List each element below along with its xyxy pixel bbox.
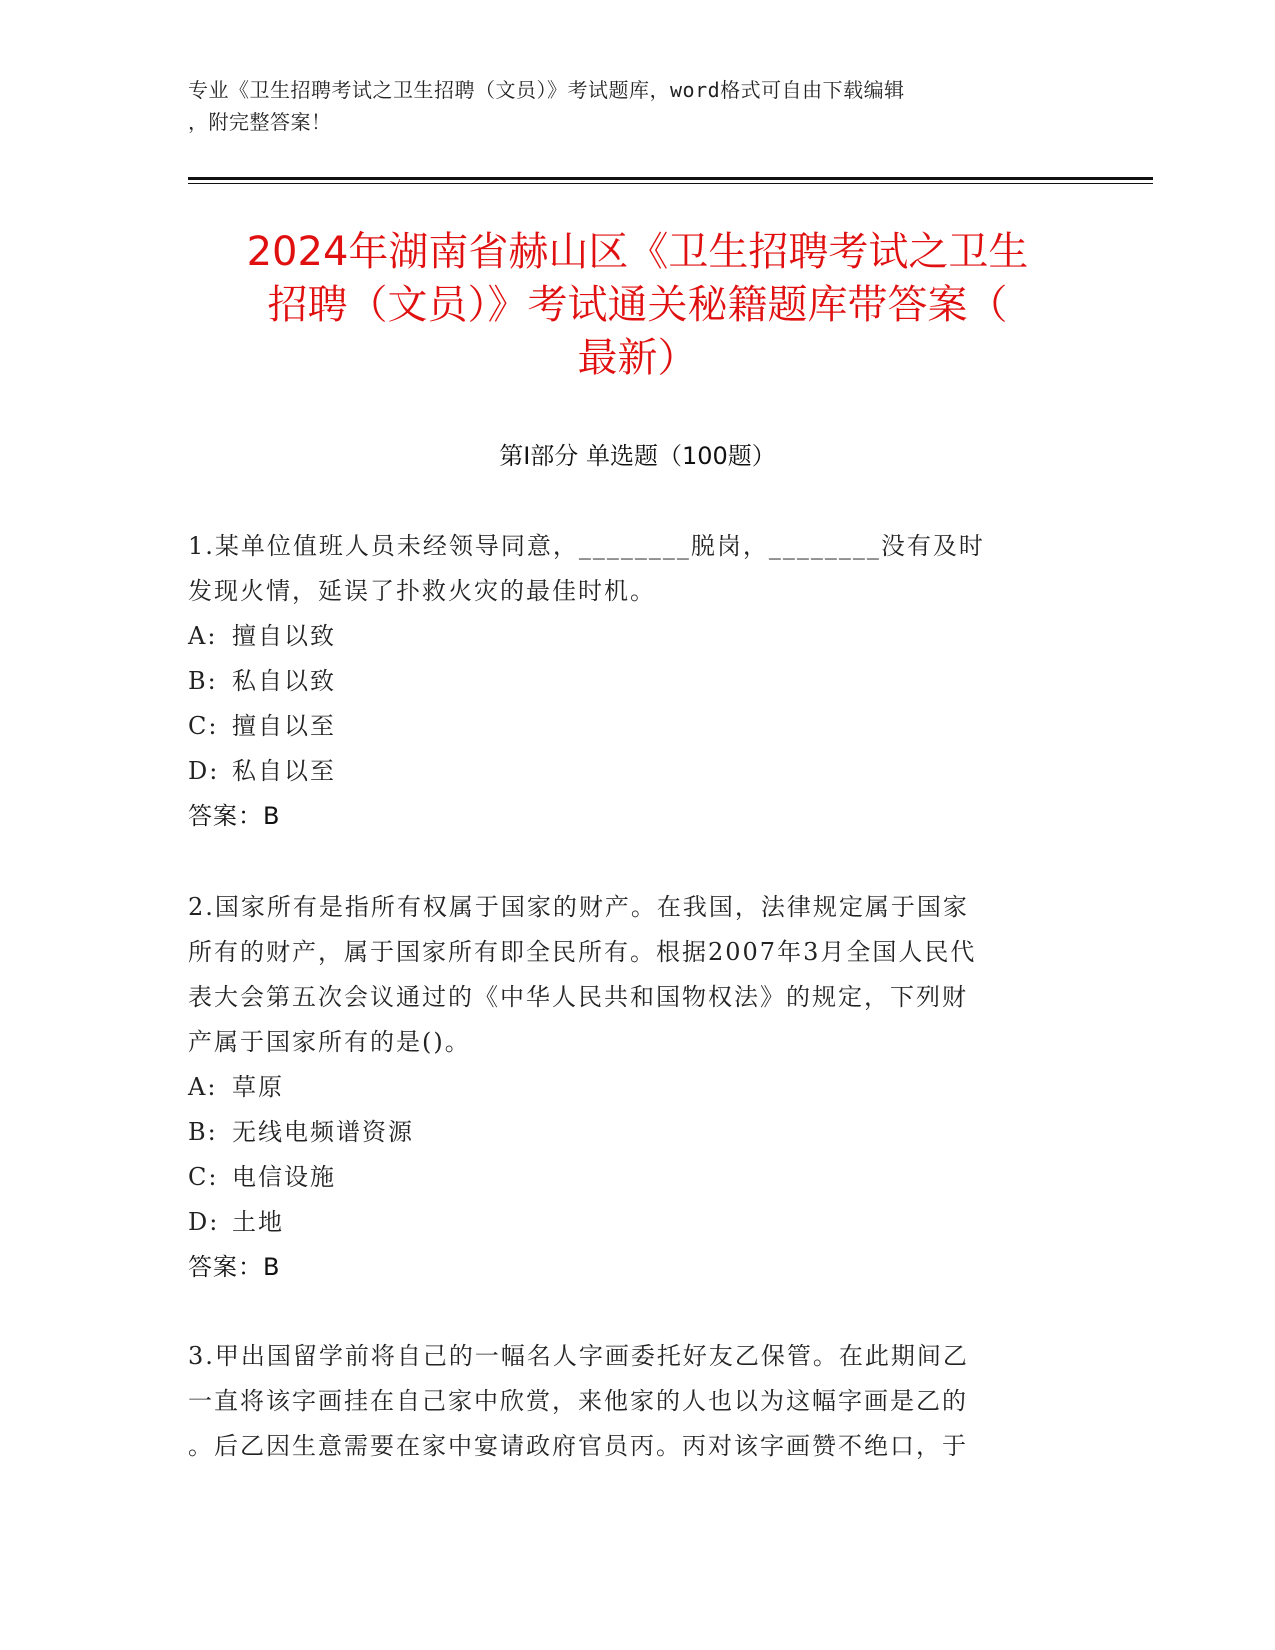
- option-text: 擅自以至: [232, 712, 336, 740]
- header-note-line: ，附完整答案！: [188, 110, 332, 134]
- option-key: C:: [188, 712, 219, 740]
- option-text: 土地: [232, 1208, 284, 1236]
- header-divider-thin: [188, 183, 1153, 184]
- option-key: A:: [188, 1073, 218, 1101]
- question-option: [188, 749, 1068, 794]
- question-block: [188, 524, 1068, 839]
- document-title: [170, 226, 1105, 385]
- question-answer: 答案：B: [188, 1253, 281, 1281]
- question-stem-line: 表大会第五次会议通过的《中华人民共和国物权法》的规定，下列财: [188, 983, 968, 1011]
- option-key: B:: [188, 1118, 218, 1146]
- question-stem-line: 一直将该字画挂在自己家中欣赏，来他家的人也以为这幅字画是乙的: [188, 1387, 968, 1415]
- question-answer: 答案：B: [188, 802, 281, 830]
- title-line: 最新）: [577, 335, 698, 381]
- question-stem-line: 3.甲出国留学前将自己的一幅名人字画委托好友乙保管。在此期间乙: [188, 1342, 969, 1370]
- option-key: D:: [188, 757, 220, 785]
- question-option: [188, 614, 1068, 659]
- question-stem-line: 产属于国家所有的是()。: [188, 1028, 471, 1056]
- question-stem-line: 发现火情，延误了扑救火灾的最佳时机。: [188, 577, 656, 605]
- question-option: [188, 1200, 1068, 1245]
- question-option: [188, 704, 1068, 749]
- question-option: [188, 1065, 1068, 1110]
- header-note: [188, 74, 1088, 138]
- option-key: A:: [188, 622, 218, 650]
- option-key: B:: [188, 667, 218, 695]
- question-option: [188, 1110, 1068, 1155]
- header-divider-thick: [188, 177, 1153, 180]
- question-block: [188, 1334, 1068, 1469]
- question-stem-line: 。后乙因生意需要在家中宴请政府官员丙。丙对该字画赞不绝口，于: [188, 1432, 968, 1460]
- question-stem-line: 1.某单位值班人员未经领导同意，________脱岗，________没有及时: [188, 532, 985, 560]
- question-block: [188, 885, 1068, 1290]
- option-key: D:: [188, 1208, 220, 1236]
- header-note-line: 专业《卫生招聘考试之卫生招聘（文员）》考试题库，word格式可自由下载编辑: [188, 78, 905, 102]
- question-stem-line: 所有的财产，属于国家所有即全民所有。根据2007年3月全国人民代: [188, 938, 977, 966]
- option-text: 电信设施: [232, 1163, 336, 1191]
- option-text: 私自以至: [232, 757, 336, 785]
- option-text: 草原: [232, 1073, 284, 1101]
- section-heading: 第I部分 单选题（100题）: [499, 442, 776, 470]
- option-key: C:: [188, 1163, 219, 1191]
- title-line: 招聘（文员）》考试通关秘籍题库带答案（: [267, 282, 1008, 328]
- question-option: [188, 1155, 1068, 1200]
- option-text: 擅自以致: [232, 622, 336, 650]
- question-stem-line: 2.国家所有是指所有权属于国家的财产。在我国，法律规定属于国家: [188, 893, 969, 921]
- question-option: [188, 659, 1068, 704]
- title-line: 2024年湖南省赫山区《卫生招聘考试之卫生: [246, 229, 1029, 275]
- option-text: 无线电频谱资源: [232, 1118, 414, 1146]
- option-text: 私自以致: [232, 667, 336, 695]
